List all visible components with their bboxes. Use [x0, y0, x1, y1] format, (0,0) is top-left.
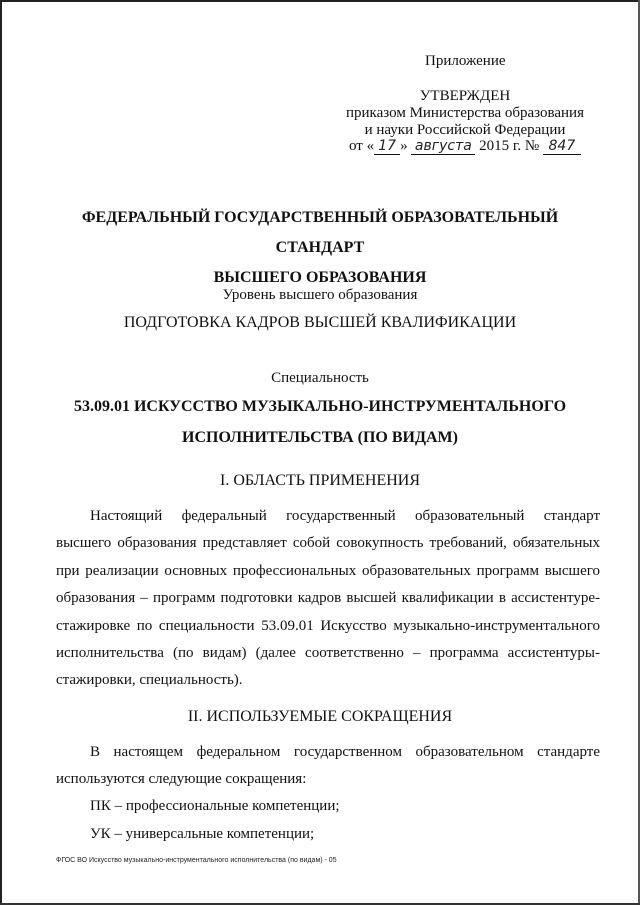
- date-prefix: от «: [349, 138, 375, 154]
- handwritten-month: августа: [411, 138, 475, 155]
- appendix-label: Приложение: [425, 53, 506, 69]
- handwritten-day: 17: [374, 138, 400, 155]
- intro-line-2: используются следующие сокращения:: [56, 771, 307, 788]
- order-line-2: и науки Российской Федерации: [364, 122, 566, 138]
- section-1-paragraph: [56, 503, 600, 695]
- section-1-heading: I. ОБЛАСТЬ ПРИМЕНЕНИЯ: [219, 472, 421, 489]
- abbreviation-item: ПК – профессиональные компетенции;: [90, 798, 340, 814]
- education-level-label: Уровень высшего образования: [222, 287, 418, 303]
- page-edge-left: [0, 0, 2, 905]
- paragraph-line: высшего образования представляет собой совокупность требований, обязательных: [56, 535, 600, 552]
- year-text: 2015 г. №: [479, 138, 540, 154]
- document-title: [40, 203, 600, 293]
- approval-block: [330, 88, 600, 139]
- section-2-heading: II. ИСПОЛЬЗУЕМЫЕ СОКРАЩЕНИЯ: [187, 708, 453, 725]
- section-2-intro: [56, 739, 600, 794]
- order-date-line: [349, 138, 581, 155]
- intro-line-1: В настоящем федеральном государственном образовательном стандарте: [90, 744, 600, 760]
- specialty-line-1: 53.09.01 ИСКУССТВО МУЗЫКАЛЬНО-ИНСТРУМЕНТАЛЬНОГО: [73, 398, 567, 415]
- page-footer: ФГОС ВО Искусство музыкально-инструментального исполнительства (по видам) - 05: [56, 857, 337, 864]
- order-line-1: приказом Министерства образования: [346, 105, 584, 121]
- paragraph-line: Настоящий федеральный государственный образовательный стандарт: [90, 508, 600, 524]
- title-line-2: ВЫСШЕГО ОБРАЗОВАНИЯ: [213, 269, 427, 286]
- date-mid: »: [400, 138, 408, 154]
- paragraph-line: при реализации основных профессиональных образовательных программ высшего: [56, 562, 600, 579]
- specialty-line-2: ИСПОЛНИТЕЛЬСТВА (ПО ВИДАМ): [182, 429, 458, 446]
- page-edge-top: [0, 0, 640, 2]
- handwritten-number: 847: [543, 138, 581, 155]
- approved-label: УТВЕРЖДЕН: [419, 88, 511, 104]
- title-line-1: ФЕДЕРАЛЬНЫЙ ГОСУДАРСТВЕННЫЙ ОБРАЗОВАТЕЛЬНЫЙ СТАНДАРТ: [81, 209, 559, 256]
- paragraph-line: стажировке по специальности 53.09.01 Искусство музыкально-инструментального: [56, 617, 600, 634]
- education-level-value: ПОДГОТОВКА КАДРОВ ВЫСШЕЙ КВАЛИФИКАЦИИ: [123, 314, 517, 331]
- paragraph-line: исполнительства (по видам) (далее соответственно – программа ассистентуры-: [56, 645, 600, 662]
- specialty-label: Специальность: [271, 370, 369, 386]
- abbreviation-item: УК – универсальные компетенции;: [90, 826, 315, 842]
- paragraph-line: стажировки, специальность).: [56, 672, 243, 689]
- specialty-title: [40, 391, 600, 453]
- paragraph-line: образования – программ подготовки кадров высшей квалификации в ассистентуре-: [56, 590, 600, 607]
